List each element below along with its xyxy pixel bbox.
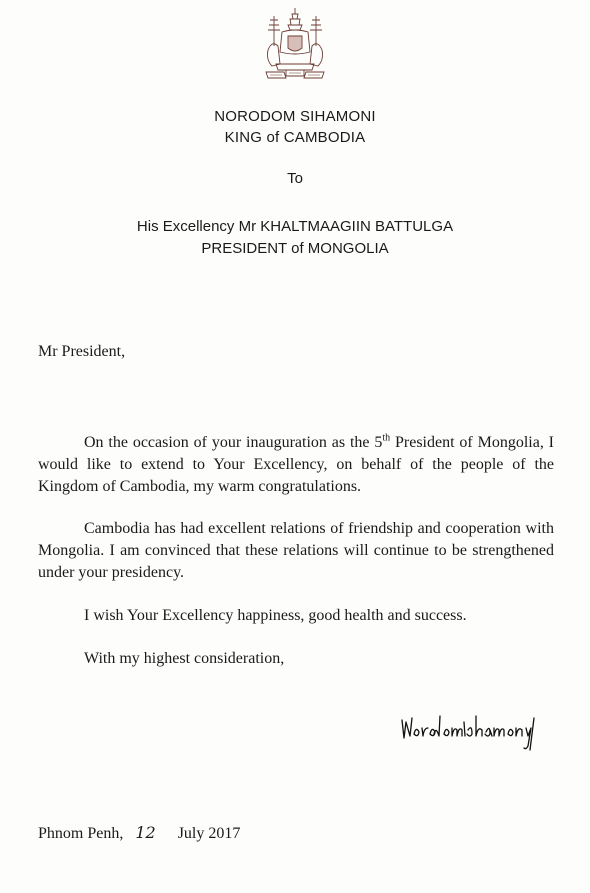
closing-line: With my highest consideration, <box>84 650 285 667</box>
recipient-name: His Excellency Mr KHALTMAAGIIN BATTULGA <box>136 218 454 235</box>
sender-name: NORODOM SIHAMONI <box>214 108 376 125</box>
date-line <box>38 823 438 843</box>
place-text: Phnom Penh, <box>38 825 124 842</box>
sender-block <box>0 106 590 148</box>
salutation: Mr President, <box>38 343 126 360</box>
paragraph1-end: President of Mongolia, I would like to extend to Your Excellency, on behalf of the people of the Kingdom of Cambodia, my warm congratulations. <box>38 434 554 495</box>
paragraph1-start: On the occasion of your inauguration as the 5 <box>84 434 383 451</box>
handwritten-day: 12 <box>135 823 156 842</box>
paragraph-relations: Cambodia has had excellent relations of friendship and cooperation with Mongolia. I am convinced that these relations will continue to be strengthened under your presidency. <box>38 520 554 581</box>
paragraph-congratulations <box>38 432 554 498</box>
paragraph-wishes: I wish Your Excellency happiness, good health and success. <box>84 607 467 624</box>
sender-title: KING of CAMBODIA <box>224 129 366 146</box>
ordinal-suffix: th <box>382 432 391 444</box>
royal-coat-of-arms-icon <box>262 6 328 84</box>
month-year-text: July 2017 <box>177 825 241 842</box>
recipient-block <box>0 216 590 260</box>
to-label: To <box>287 170 303 187</box>
recipient-title: PRESIDENT of MONGOLIA <box>201 240 389 257</box>
handwritten-signature-icon <box>400 712 540 752</box>
